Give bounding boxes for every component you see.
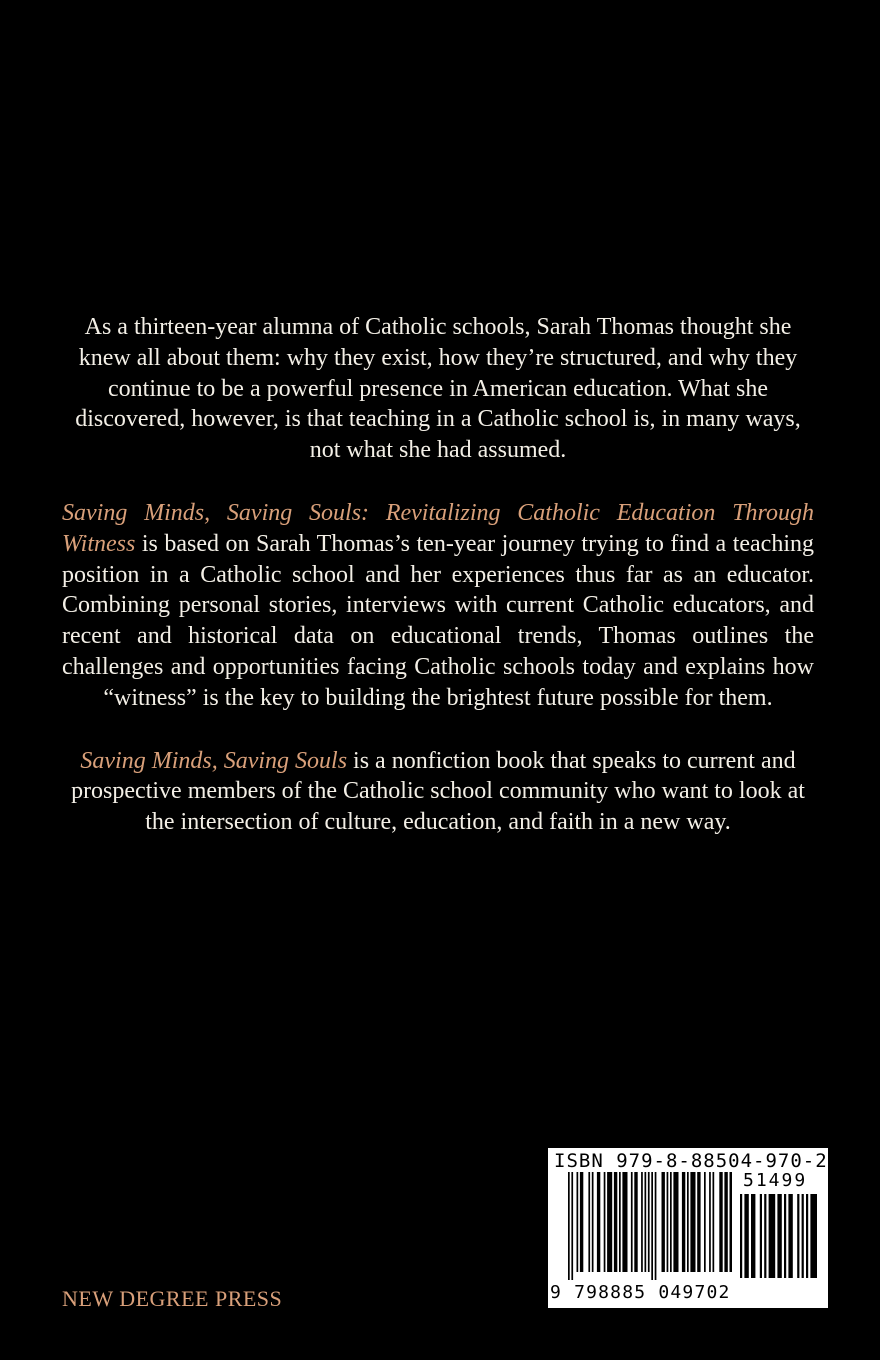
barcode-bar xyxy=(713,1172,715,1272)
barcode-bar xyxy=(740,1194,742,1278)
barcode-bar xyxy=(719,1172,722,1272)
barcode-bar xyxy=(568,1172,570,1280)
barcode-bar xyxy=(641,1172,643,1272)
publisher-name: NEW DEGREE PRESS xyxy=(62,1286,283,1311)
barcode-bar xyxy=(802,1194,804,1278)
ean-digits: 9 798885 049702 xyxy=(550,1282,731,1303)
barcode-bar xyxy=(634,1172,637,1272)
barcode-bar xyxy=(777,1194,781,1278)
barcode-bar xyxy=(645,1172,647,1272)
barcode-bar xyxy=(682,1172,685,1272)
barcode-bar xyxy=(797,1194,799,1278)
barcode-bar xyxy=(769,1194,776,1278)
addon-barcode-bars xyxy=(740,1194,822,1278)
barcode-bar xyxy=(764,1194,766,1278)
barcode-bar xyxy=(730,1172,733,1272)
barcode-bar xyxy=(687,1172,689,1272)
barcode-bar xyxy=(651,1172,653,1280)
barcode-bar xyxy=(806,1194,808,1278)
blurb-paragraph-3 xyxy=(62,746,814,838)
book-title-short: Saving Minds, Saving Souls xyxy=(80,747,348,774)
blurb-paragraph-1: As a thirteen-year alumna of Catholic schools, Sarah Thomas thought she knew all about them: why they exist, how they’re structured, and why they continue to be a powerful presence in American education. What she discovered, however, is that teaching in a Catholic school is, in many ways, not what she had assumed. xyxy=(75,314,801,464)
barcode-bar xyxy=(697,1172,700,1272)
barcode-bar xyxy=(614,1172,617,1272)
barcode-bar xyxy=(622,1172,627,1272)
barcode-bar xyxy=(662,1172,665,1272)
barcode-bar xyxy=(619,1172,621,1272)
barcode-bar xyxy=(690,1172,695,1272)
blurb xyxy=(62,312,814,870)
barcode-bar xyxy=(577,1172,579,1272)
barcode-bar xyxy=(760,1194,762,1278)
barcode-bar xyxy=(607,1172,612,1272)
barcode-bar xyxy=(631,1172,633,1272)
barcode-bar xyxy=(648,1172,650,1272)
barcode-bar xyxy=(788,1194,792,1278)
blurb-paragraph-2 xyxy=(62,498,814,714)
barcode-bar xyxy=(592,1172,594,1272)
barcode-bar xyxy=(670,1172,672,1272)
book-title-full: Saving Minds, Saving Souls: Revitalizing Catholic Education Through Witness xyxy=(62,499,814,557)
isbn-barcode xyxy=(548,1148,828,1308)
barcode-bar xyxy=(709,1172,711,1272)
ean-barcode-bars xyxy=(568,1172,732,1282)
barcode-bar xyxy=(810,1194,817,1278)
isbn-number: ISBN 979-8-88504-970-2 xyxy=(554,1150,828,1172)
barcode-bar xyxy=(744,1194,748,1278)
barcode-bar xyxy=(580,1172,583,1272)
blurb-paragraph-3-body: is a nonfiction book that speaks to current and prospective members of the Catholic school community who want to look at the intersection of culture, education, and faith in a new way. xyxy=(71,747,805,836)
price-addon-digits: 51499 xyxy=(743,1170,808,1191)
barcode-bar xyxy=(724,1172,727,1272)
barcode-bar xyxy=(655,1172,657,1280)
barcode-bar xyxy=(604,1172,606,1272)
barcode-bar xyxy=(673,1172,678,1272)
barcode-bar xyxy=(571,1172,573,1280)
barcode-bar xyxy=(667,1172,669,1272)
barcode-bar xyxy=(588,1172,590,1272)
barcode-bar xyxy=(704,1172,706,1272)
barcode-bar xyxy=(751,1194,755,1278)
barcode-bar xyxy=(597,1172,600,1272)
blurb-paragraph-2-body: is based on Sarah Thomas’s ten-year journey trying to find a teaching position in a Catholic school and her experiences thus far as an educator. Combining personal stories, interviews with current Catholic educators, and recent and historical data on educational trends, Thomas outlines the challenges and opportunities facing Catholic schools today and explains how “witness” is the key to building the brightest future possible for them. xyxy=(62,530,814,711)
barcode-bar xyxy=(784,1194,786,1278)
